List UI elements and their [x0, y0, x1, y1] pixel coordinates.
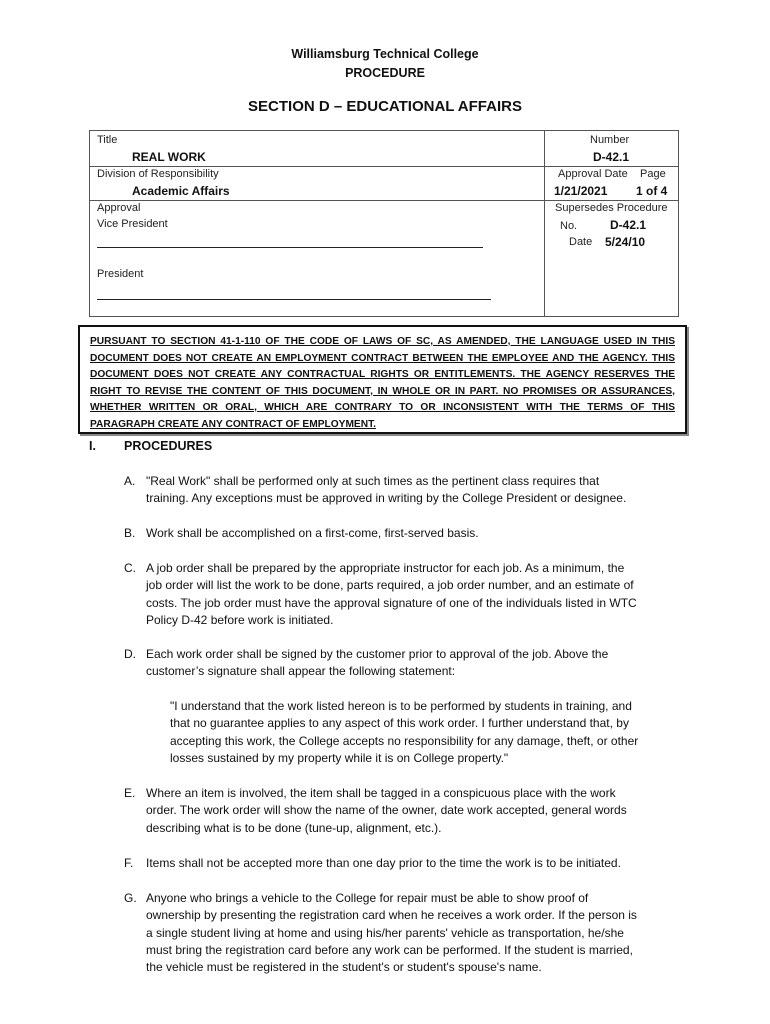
item-letter: B. — [124, 526, 136, 540]
date-value: 5/24/10 — [605, 235, 646, 249]
item-line: describing what is to be done (tune-up, alignment, etc.). — [146, 820, 442, 835]
item-line: Items shall not be accepted more than one day prior to the time the work is to be initiated. — [146, 856, 621, 870]
item-line: Work shall be accomplished on a first-come, first-served basis. — [146, 526, 479, 540]
section-title: SECTION D – EDUCATIONAL AFFAIRS — [248, 98, 522, 115]
president-signature-line — [97, 299, 491, 300]
info-table — [89, 130, 679, 317]
approval-label: Approval — [97, 202, 141, 214]
row-divider — [90, 200, 678, 201]
title-label: Title — [97, 134, 118, 146]
item-line: ownership by presenting the registration card when he receives a work order. If the person is — [146, 908, 637, 923]
vp-signature-line — [97, 247, 483, 248]
vp-label: Vice President — [97, 218, 168, 230]
item-letter: C. — [124, 561, 136, 575]
item-text — [146, 785, 686, 837]
approval-date-label: Approval Date — [558, 168, 628, 180]
legal-notice: PURSUANT TO SECTION 41-1-110 OF THE CODE OF LAWS OF SC, AS AMENDED, THE LANGUAGE USED IN THIS DOCUMENT DOES NOT CREATE AN EMPLOYMENT CONTRACT BETWEEN THE EMPLOYEE AND THE AGENCY. THIS DOCUMENT DOES NOT CREATE ANY CONTRACTUAL RIGHTS OR ENTITLEMENTS. THE AGENCY RESERVES THE RIGHT TO REVISE THE CONTENT OF THIS DOCUMENT, IN WHOLE OR IN PART. NO PROMISES OR ASSURANCES, WHETHER WRITTEN OR ORAL, WHICH ARE CONTRARY TO OR INCONSISTENT WITH THE TERMS OF THIS PARAGRAPH CREATE ANY CONTRACT OF EMPLOYMENT. — [78, 325, 687, 434]
section-numeral: I. — [89, 439, 96, 453]
item-line: Policy D-42 before work is initiated. — [146, 612, 334, 627]
item-text — [146, 890, 686, 976]
page-value: 1 of 4 — [636, 184, 668, 198]
number-value: D-42.1 — [593, 150, 630, 164]
number-label: Number — [590, 134, 630, 146]
customer-statement — [170, 698, 638, 767]
item-line: customer’s signature shall appear the following statement: — [146, 664, 456, 679]
title-value: REAL WORK — [132, 150, 206, 164]
item-text — [146, 525, 686, 542]
no-label: No. — [560, 220, 578, 232]
item-line: order. The work order will show the name of the owner, date work accepted, general words — [146, 803, 627, 818]
item-text — [146, 855, 686, 872]
president-label: President — [97, 268, 144, 280]
item-letter: F. — [124, 856, 134, 870]
item-text — [146, 473, 686, 508]
item-line: costs. The job order must have the approval signature of one of the individuals listed in WTC — [146, 595, 637, 610]
item-line: A job order shall be prepared by the appropriate instructor for each job. As a minimum, the — [146, 561, 625, 575]
approval-date-value: 1/21/2021 — [554, 184, 608, 198]
statement-line: that no guarantee applies to any aspect of this work order. I further understand that, by — [170, 716, 629, 731]
statement-line: losses sustained by my property while it is on College property." — [170, 750, 509, 765]
item-line: a single student living at home and using his/her parents' vehicle as transportation, he/she — [146, 925, 624, 940]
no-value: D-42.1 — [610, 218, 647, 232]
statement-line: accepting this work, the College accepts no responsibility for any damage, theft, or other — [170, 733, 639, 748]
item-line: the vehicle must be registered in the student's or student's spouse's name. — [146, 960, 542, 975]
statement-line: "I understand that the work listed hereon is to be performed by students in training, and — [170, 699, 632, 713]
item-letter: A. — [124, 474, 136, 488]
procedures-heading: PROCEDURES — [124, 439, 213, 453]
item-text — [146, 560, 686, 629]
supersedes-label: Supersedes Procedure — [555, 202, 668, 214]
item-line: job order will list the work to be done, parts required, a job order number, and an estimate of — [146, 578, 634, 593]
row-divider — [90, 166, 678, 167]
item-text — [146, 646, 686, 681]
college-name: Williamsburg Technical College — [291, 47, 479, 61]
item-letter: E. — [124, 786, 136, 800]
item-letter: D. — [124, 647, 136, 661]
division-value: Academic Affairs — [132, 184, 230, 198]
date-label: Date — [569, 236, 593, 248]
item-letter: G. — [124, 891, 137, 905]
item-line: training. Any exceptions must be approved in writing by the College President or designee. — [146, 491, 627, 506]
page-label: Page — [640, 168, 666, 180]
item-line: "Real Work" shall be performed only at such times as the pertinent class requires that — [146, 474, 600, 488]
item-line: Each work order shall be signed by the customer prior to approval of the job. Above the — [146, 647, 609, 661]
column-divider — [544, 131, 545, 316]
item-line: Anyone who brings a vehicle to the College for repair must be able to show proof of — [146, 891, 589, 905]
item-line: must bring the registration card before any work can be performed. If the student is married, — [146, 942, 633, 957]
document-type: PROCEDURE — [345, 66, 425, 80]
item-line: Where an item is involved, the item shall be tagged in a conspicuous place with the work — [146, 786, 616, 800]
division-label: Division of Responsibility — [97, 168, 219, 180]
